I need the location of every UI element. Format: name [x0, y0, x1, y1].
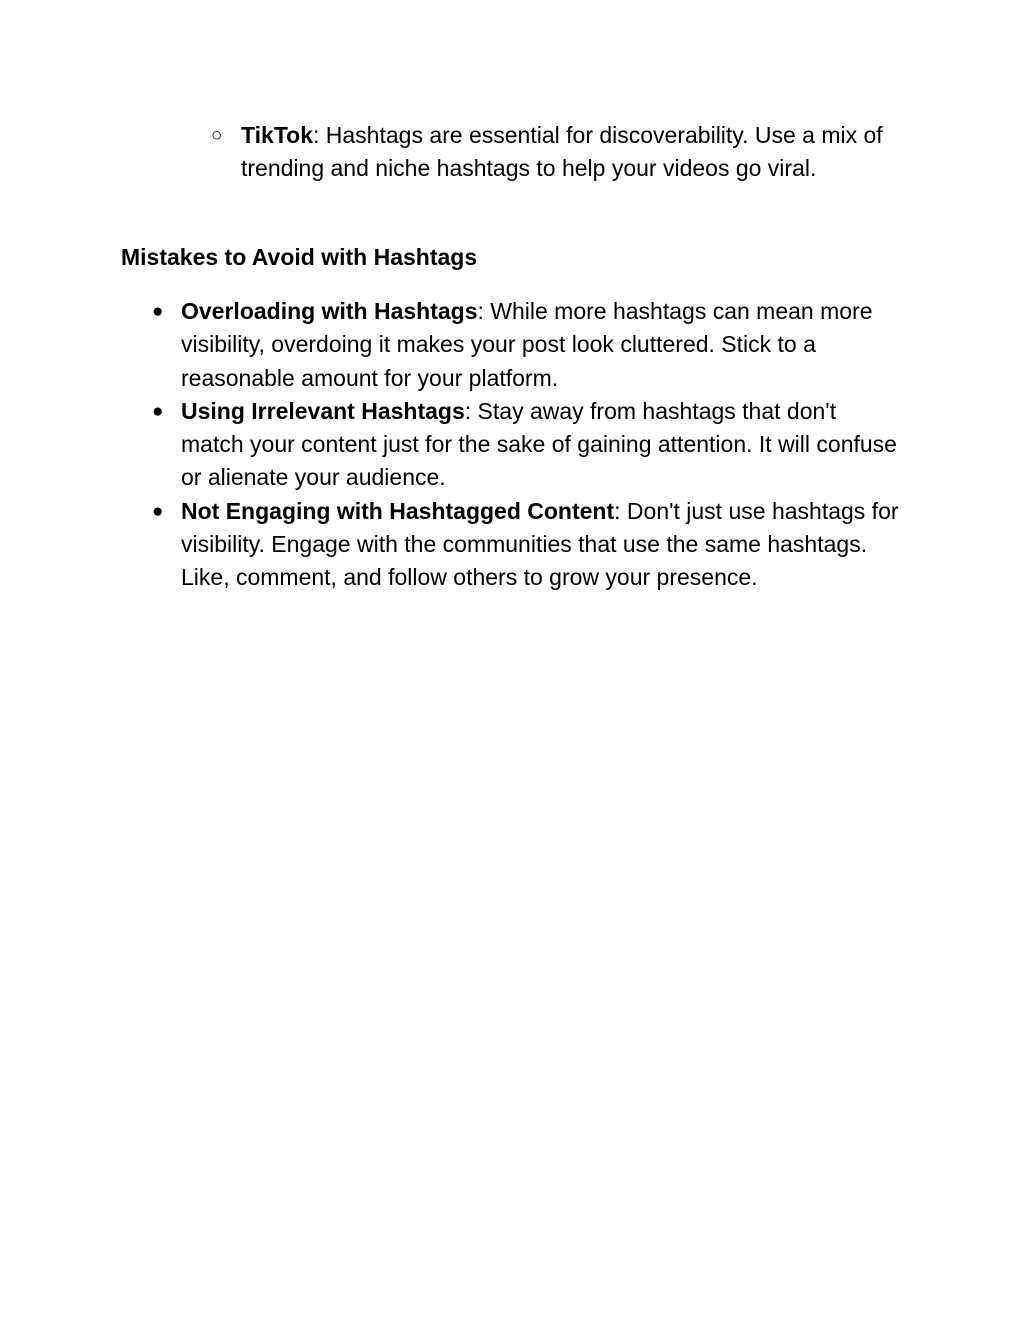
bullet-icon: ●: [152, 500, 164, 522]
list-item-term: Using Irrelevant Hashtags: [181, 397, 465, 424]
list-item: [0, 295, 1024, 395]
list-item-text: : Don't just use hashtags for visibility. Engage with the communities that use the same hashtags. Like, comment, and follow others to grow your presence.: [181, 497, 899, 591]
bullet-icon: ●: [152, 301, 164, 322]
mistakes-list: [0, 295, 1024, 595]
list-item-tiktok: [241, 119, 901, 186]
bullet-icon: ●: [152, 400, 164, 422]
section-heading: Mistakes to Avoid with Hashtags: [121, 244, 478, 270]
list-item-text: : Stay away from hashtags that don't match your content just for the sake of gaining attention. It will confuse or alienate your audience.: [181, 397, 897, 491]
list-item: [0, 495, 1024, 595]
hollow-bullet-icon: ○: [211, 125, 223, 146]
list-item-term: Not Engaging with Hashtagged Content: [181, 497, 615, 524]
list-item-text: : While more hashtags can mean more visibility, overdoing it makes your post look cluttered. Stick to a reasonable amount for your platform.: [181, 298, 873, 391]
list-item-term: Overloading with Hashtags: [181, 298, 478, 324]
list-item-text: : Hashtags are essential for discoverability. Use a mix of trending and niche hashtags to help your videos go viral.: [241, 122, 883, 182]
list-item: [0, 395, 1024, 495]
list-item-term: TikTok: [241, 122, 313, 148]
